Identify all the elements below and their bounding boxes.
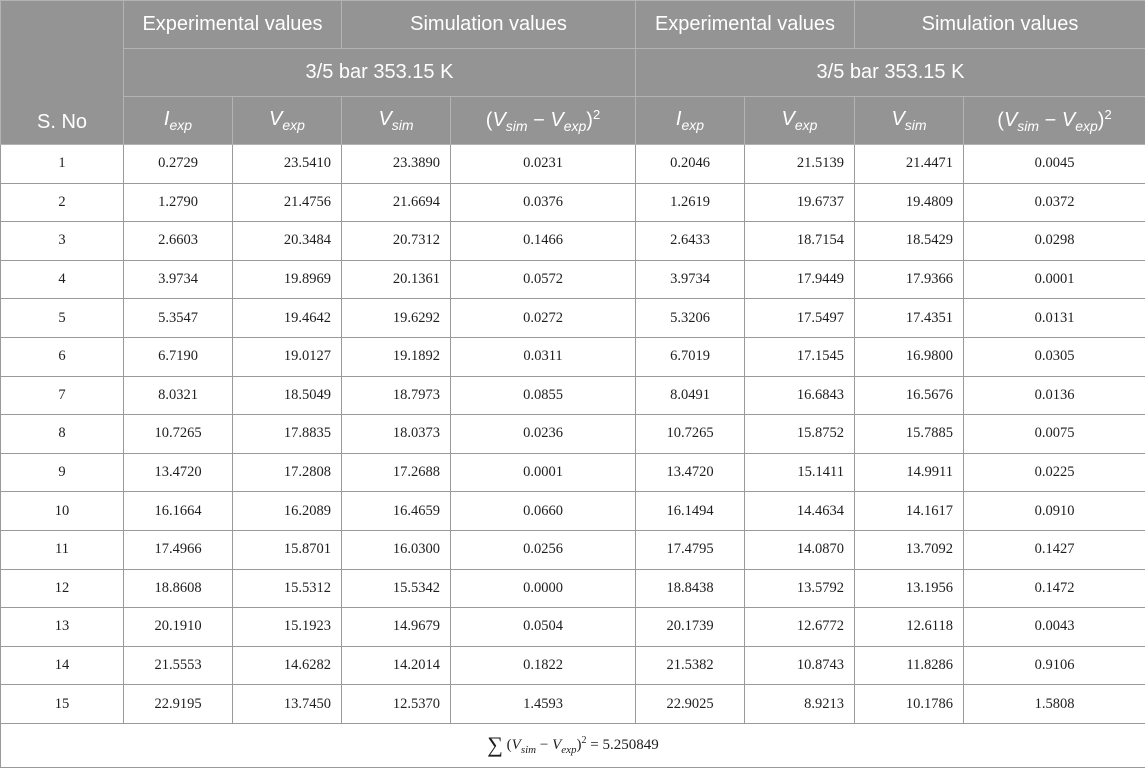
cell-i-exp-2: 1.2619 [636,183,745,222]
cell-v-exp-1: 19.0127 [233,337,342,376]
cell-sq-diff-2: 0.0305 [964,337,1145,376]
cell-v-exp-1: 17.2808 [233,453,342,492]
cell-sq-diff-1: 0.1822 [451,646,636,685]
cell-v-sim-2: 17.9366 [855,260,964,299]
header-condition-2: 3/5 bar 353.15 K [636,49,1145,97]
cell-sq-diff-1: 0.0231 [451,145,636,184]
cell-sq-diff-1: 0.0256 [451,530,636,569]
cell-i-exp-1: 1.2790 [124,183,233,222]
cell-i-exp-1: 16.1664 [124,492,233,531]
cell-sq-diff-1: 0.0000 [451,569,636,608]
cell-v-sim-2: 19.4809 [855,183,964,222]
cell-v-sim-1: 17.2688 [342,453,451,492]
cell-i-exp-1: 18.8608 [124,569,233,608]
cell-v-sim-2: 21.4471 [855,145,964,184]
header-sno: S. No [1,1,124,145]
cell-v-exp-1: 23.5410 [233,145,342,184]
cell-v-sim-1: 19.1892 [342,337,451,376]
cell-sq-diff-1: 0.0504 [451,608,636,647]
cell-i-exp-2: 20.1739 [636,608,745,647]
cell-v-sim-2: 13.1956 [855,569,964,608]
cell-v-sim-2: 18.5429 [855,222,964,261]
cell-v-exp-2: 14.4634 [745,492,855,531]
cell-v-sim-1: 23.3890 [342,145,451,184]
cell-i-exp-2: 2.6433 [636,222,745,261]
col-sq-diff-2: $(V_{sim} - V_{exp})^2$ [964,97,1145,145]
col-v-sim-1: $V_{sim}$ [342,97,451,145]
cell-v-exp-1: 16.2089 [233,492,342,531]
cell-i-exp-1: 3.9734 [124,260,233,299]
cell-i-exp-1: 6.7190 [124,337,233,376]
cell-v-exp-2: 15.1411 [745,453,855,492]
table-row [1,260,1145,299]
cell-i-exp-1: 21.5553 [124,646,233,685]
column-header-row [1,97,1145,145]
cell-i-exp-2: 13.4720 [636,453,745,492]
cell-i-exp-2: 6.7019 [636,337,745,376]
cell-v-exp-1: 18.5049 [233,376,342,415]
cell-v-sim-1: 19.6292 [342,299,451,338]
cell-sq-diff-2: 0.0045 [964,145,1145,184]
cell-v-exp-2: 19.6737 [745,183,855,222]
table-row [1,145,1145,184]
cell-v-sim-2: 17.4351 [855,299,964,338]
table-row [1,530,1145,569]
cell-v-exp-2: 17.9449 [745,260,855,299]
cell-sno: 8 [1,415,124,454]
cell-i-exp-1: 22.9195 [124,685,233,724]
cell-v-exp-2: 16.6843 [745,376,855,415]
cell-sno: 7 [1,376,124,415]
cell-sq-diff-1: 0.0236 [451,415,636,454]
cell-i-exp-2: 22.9025 [636,685,745,724]
col-v-sim-2: $V_{sim}$ [855,97,964,145]
cell-sno: 10 [1,492,124,531]
cell-sno: 1 [1,145,124,184]
table-row [1,415,1145,454]
cell-v-sim-1: 16.0300 [342,530,451,569]
cell-i-exp-2: 8.0491 [636,376,745,415]
cell-v-sim-2: 12.6118 [855,608,964,647]
cell-sq-diff-2: 1.5808 [964,685,1145,724]
col-sq-diff-1: $(V_{sim} - V_{exp})^2$ [451,97,636,145]
cell-sno: 15 [1,685,124,724]
table-row [1,646,1145,685]
cell-v-sim-1: 18.0373 [342,415,451,454]
cell-sno: 3 [1,222,124,261]
cell-v-exp-1: 15.8701 [233,530,342,569]
cell-i-exp-2: 5.3206 [636,299,745,338]
cell-i-exp-2: 17.4795 [636,530,745,569]
cell-i-exp-1: 0.2729 [124,145,233,184]
cell-i-exp-2: 18.8438 [636,569,745,608]
cell-i-exp-2: 3.9734 [636,260,745,299]
cell-v-exp-1: 14.6282 [233,646,342,685]
col-v-exp-2: $V_{exp}$ [745,97,855,145]
table-row [1,685,1145,724]
cell-v-sim-1: 16.4659 [342,492,451,531]
cell-sq-diff-1: 0.0311 [451,337,636,376]
cell-v-sim-2: 16.5676 [855,376,964,415]
cell-v-sim-2: 14.1617 [855,492,964,531]
table-row [1,183,1145,222]
header-experimental-values-1: Experimental values [124,1,342,49]
cell-i-exp-2: 21.5382 [636,646,745,685]
cell-v-sim-1: 18.7973 [342,376,451,415]
cell-sq-diff-1: 0.0272 [451,299,636,338]
cell-v-exp-2: 12.6772 [745,608,855,647]
cell-sq-diff-1: 1.4593 [451,685,636,724]
cell-sq-diff-2: 0.0136 [964,376,1145,415]
cell-v-exp-2: 18.7154 [745,222,855,261]
cell-sq-diff-2: 0.0298 [964,222,1145,261]
cell-v-exp-2: 15.8752 [745,415,855,454]
cell-v-sim-1: 20.1361 [342,260,451,299]
cell-i-exp-1: 8.0321 [124,376,233,415]
cell-v-sim-1: 14.2014 [342,646,451,685]
cell-sno: 13 [1,608,124,647]
col-v-exp-1: $V_{exp}$ [233,97,342,145]
header-condition-1: 3/5 bar 353.15 K [124,49,636,97]
table-body [1,145,1145,768]
cell-sno: 2 [1,183,124,222]
table-row [1,569,1145,608]
cell-v-sim-1: 20.7312 [342,222,451,261]
cell-sno: 14 [1,646,124,685]
sum-row [1,723,1145,767]
col-i-exp-1: $I_{exp}$ [124,97,233,145]
cell-v-exp-2: 17.1545 [745,337,855,376]
header-simulation-values-1: Simulation values [342,1,636,49]
cell-v-exp-2: 17.5497 [745,299,855,338]
cell-sq-diff-1: 0.0660 [451,492,636,531]
table-row [1,608,1145,647]
cell-i-exp-1: 10.7265 [124,415,233,454]
cell-v-exp-2: 13.5792 [745,569,855,608]
cell-sq-diff-2: 0.1427 [964,530,1145,569]
cell-sno: 9 [1,453,124,492]
cell-sno: 12 [1,569,124,608]
cell-sq-diff-1: 0.0001 [451,453,636,492]
cell-i-exp-1: 20.1910 [124,608,233,647]
sum-cell: ∑ $(V_{sim} - V_{exp})^2 = 5.250849$ [1,723,1145,767]
cell-v-exp-1: 19.8969 [233,260,342,299]
cell-sq-diff-2: 0.0001 [964,260,1145,299]
cell-v-exp-2: 8.9213 [745,685,855,724]
cell-sno: 6 [1,337,124,376]
cell-v-exp-2: 21.5139 [745,145,855,184]
cell-sno: 4 [1,260,124,299]
cell-v-exp-1: 17.8835 [233,415,342,454]
cell-sq-diff-2: 0.9106 [964,646,1145,685]
cell-sq-diff-1: 0.0572 [451,260,636,299]
cell-sq-diff-1: 0.0855 [451,376,636,415]
cell-v-sim-2: 11.8286 [855,646,964,685]
table-row [1,492,1145,531]
cell-v-sim-1: 21.6694 [342,183,451,222]
table-row [1,299,1145,338]
cell-i-exp-1: 17.4966 [124,530,233,569]
cell-sq-diff-2: 0.0043 [964,608,1145,647]
cell-v-exp-1: 15.5312 [233,569,342,608]
cell-sq-diff-2: 0.0372 [964,183,1145,222]
cell-v-sim-1: 14.9679 [342,608,451,647]
header-experimental-values-2: Experimental values [636,1,855,49]
cell-sq-diff-2: 0.0910 [964,492,1145,531]
cell-sq-diff-2: 0.0225 [964,453,1145,492]
table-row [1,337,1145,376]
table-row [1,376,1145,415]
cell-v-exp-1: 19.4642 [233,299,342,338]
cell-sq-diff-2: 0.1472 [964,569,1145,608]
cell-i-exp-1: 2.6603 [124,222,233,261]
header-simulation-values-2: Simulation values [855,1,1145,49]
cell-sno: 11 [1,530,124,569]
cell-v-exp-2: 10.8743 [745,646,855,685]
cell-i-exp-1: 5.3547 [124,299,233,338]
cell-sq-diff-1: 0.1466 [451,222,636,261]
cell-i-exp-2: 16.1494 [636,492,745,531]
cell-i-exp-2: 0.2046 [636,145,745,184]
cell-v-sim-2: 15.7885 [855,415,964,454]
cell-v-sim-2: 16.9800 [855,337,964,376]
cell-sno: 5 [1,299,124,338]
cell-v-sim-2: 10.1786 [855,685,964,724]
cell-v-exp-1: 21.4756 [233,183,342,222]
cell-i-exp-2: 10.7265 [636,415,745,454]
cell-sq-diff-1: 0.0376 [451,183,636,222]
cell-i-exp-1: 13.4720 [124,453,233,492]
cell-v-exp-1: 20.3484 [233,222,342,261]
col-i-exp-2: $I_{exp}$ [636,97,745,145]
cell-v-exp-1: 15.1923 [233,608,342,647]
cell-v-exp-2: 14.0870 [745,530,855,569]
table-header [1,1,1145,145]
cell-v-sim-1: 15.5342 [342,569,451,608]
cell-v-sim-2: 14.9911 [855,453,964,492]
table-row [1,222,1145,261]
cell-sq-diff-2: 0.0131 [964,299,1145,338]
table-row [1,453,1145,492]
cell-sq-diff-2: 0.0075 [964,415,1145,454]
cell-v-sim-1: 12.5370 [342,685,451,724]
cell-v-exp-1: 13.7450 [233,685,342,724]
cell-v-sim-2: 13.7092 [855,530,964,569]
